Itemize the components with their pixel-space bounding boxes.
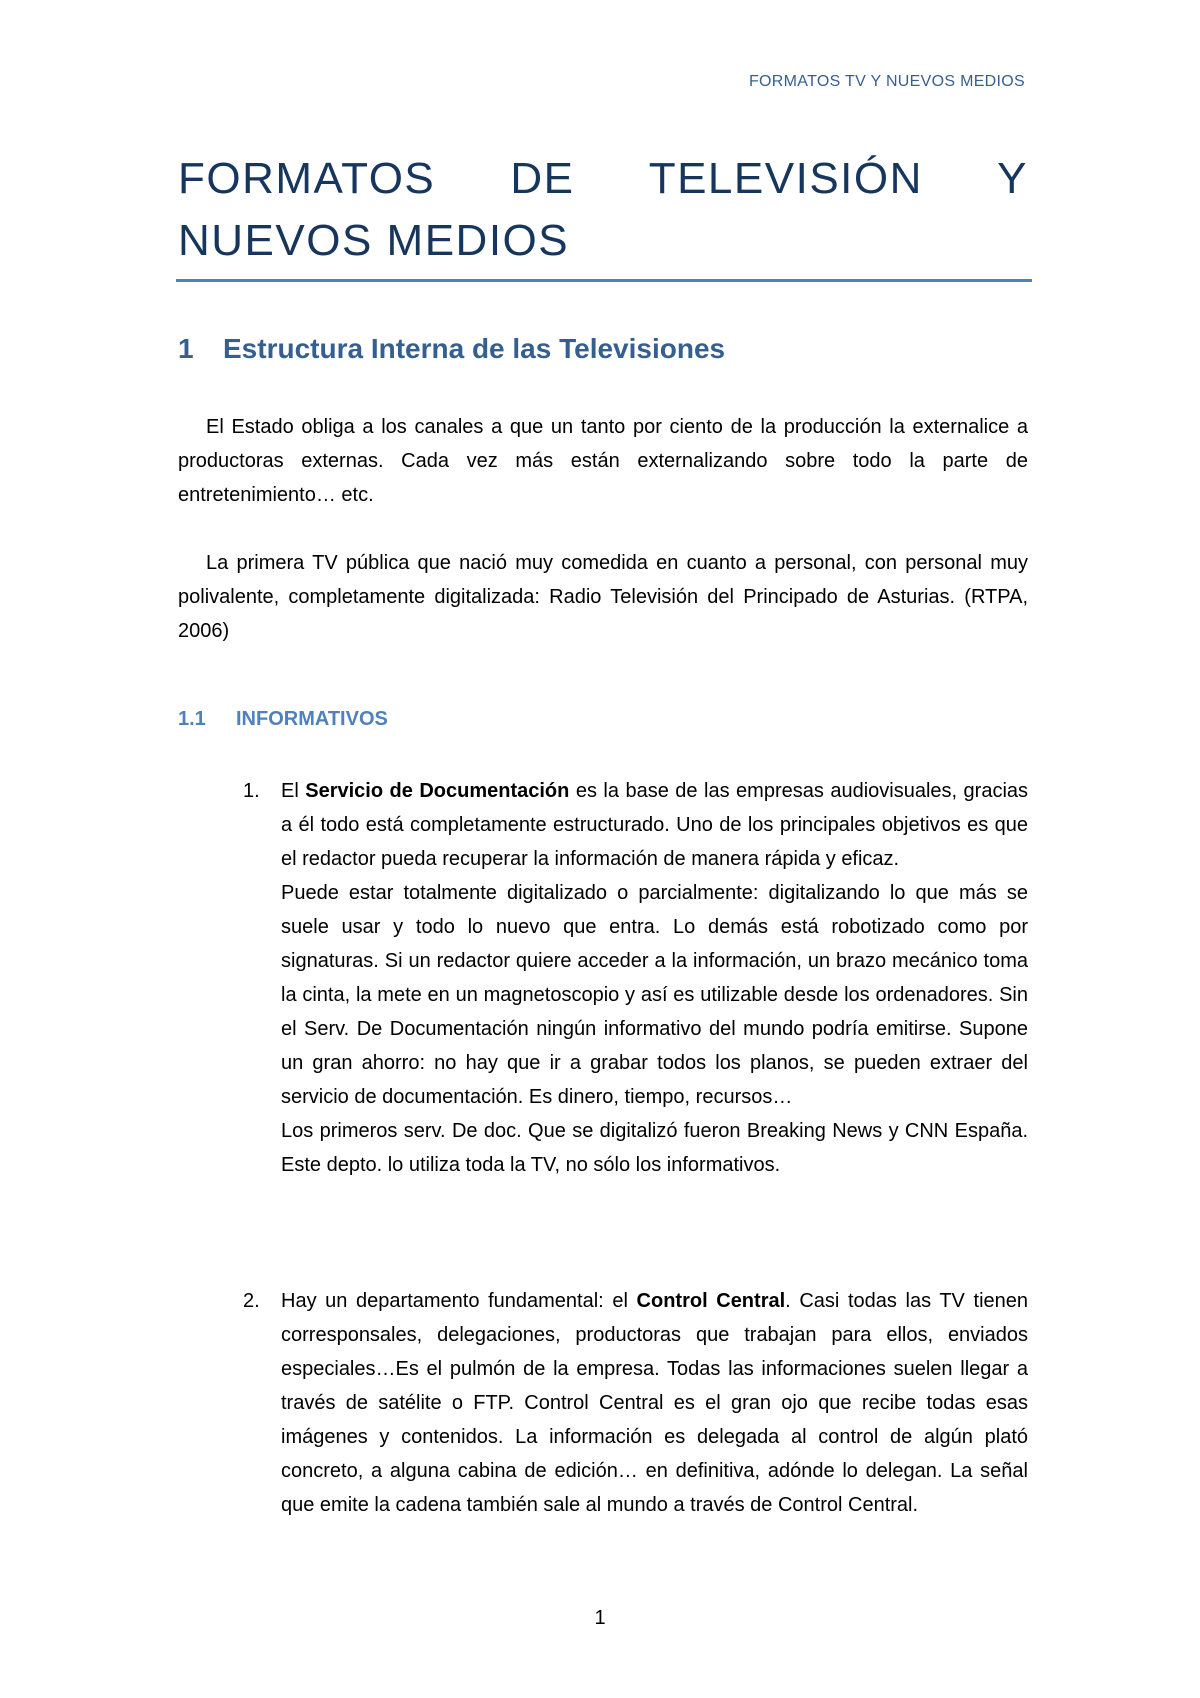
text-run: . Casi todas las TV tienen corresponsales, delegaciones, productoras que trabajan para ellos, enviados especiales…Es el pulmón de la empresa. Todas las informaciones suelen llegar a través de satélite o FTP. Control Central es el gran ojo que recibe todas esas imágenes y contenidos. La información es delegada al control de algún plató concreto, a alguna cabina de edición… en definitiva, adónde lo delegan. La señal que emite la cadena también sale al mundo a través de Control Central.	[281, 1290, 1028, 1516]
subsection-heading	[178, 708, 388, 731]
subsection-number: 1.1	[178, 708, 206, 730]
text-run: es la base de las empresas audiovisuales, gracias a él todo está completamente estructurado. Uno de los principales objetivos es que el redactor pueda recuperar la información de manera rápida y eficaz.	[281, 780, 1029, 870]
paragraph: La primera TV pública que nació muy comedida en cuanto a personal, con personal muy polivalente, completamente digitalizada: Radio Televisión del Principado de Asturias. (RTPA, 2006)	[178, 552, 1028, 642]
section-heading	[178, 333, 725, 365]
subsection-title: INFORMATIVOS	[236, 708, 388, 730]
section-number: 1	[178, 333, 194, 364]
list-paragraph: Los primeros serv. De doc. Que se digitalizó fueron Breaking News y CNN España. Este depto. lo utiliza toda la TV, no sólo los informativos.	[281, 1120, 1028, 1176]
list-paragraph: Puede estar totalmente digitalizado o parcialmente: digitalizando lo que más se suele usar y todo lo nuevo que entra. Lo demás está robotizado como por signaturas. Si un redactor quiere acceder a la información, un brazo mecánico toma la cinta, la mete en un magnetoscopio y así es utilizable desde los ordenadores. Sin el Serv. De Documentación ningún informativo del mundo podría emitirse. Supone un gran ahorro: no hay que ir a grabar todos los planos, se pueden extraer del servicio de documentación. Es dinero, tiempo, recursos…	[281, 882, 1028, 1108]
document-title: FORMATOS DE TELEVISIÓN Y NUEVOS MEDIOS	[178, 154, 1028, 265]
paragraph: El Estado obliga a los canales a que un tanto por ciento de la producción la externalice a productoras externas. Cada vez más están externalizando sobre todo la parte de entretenimiento… etc.	[178, 416, 1028, 506]
list-paragraph	[281, 1284, 1028, 1522]
numbered-list	[178, 774, 1028, 1182]
list-number: 1.	[243, 780, 260, 802]
list-number: 2.	[243, 1290, 260, 1312]
page-number: 1	[594, 1607, 606, 1629]
section-title: Estructura Interna de las Televisiones	[223, 333, 726, 364]
text-run: El	[281, 780, 306, 802]
list-item	[178, 1284, 1028, 1522]
running-header: FORMATOS TV Y NUEVOS MEDIOS	[748, 73, 1025, 90]
numbered-list	[178, 1284, 1028, 1522]
bold-term: Control Central	[636, 1290, 786, 1312]
list-item	[178, 774, 1028, 1182]
bold-term: Servicio de Documentación	[305, 780, 570, 802]
title-underline	[176, 279, 1032, 282]
list-paragraph	[281, 774, 1028, 876]
text-run: Hay un departamento fundamental: el	[281, 1290, 637, 1312]
